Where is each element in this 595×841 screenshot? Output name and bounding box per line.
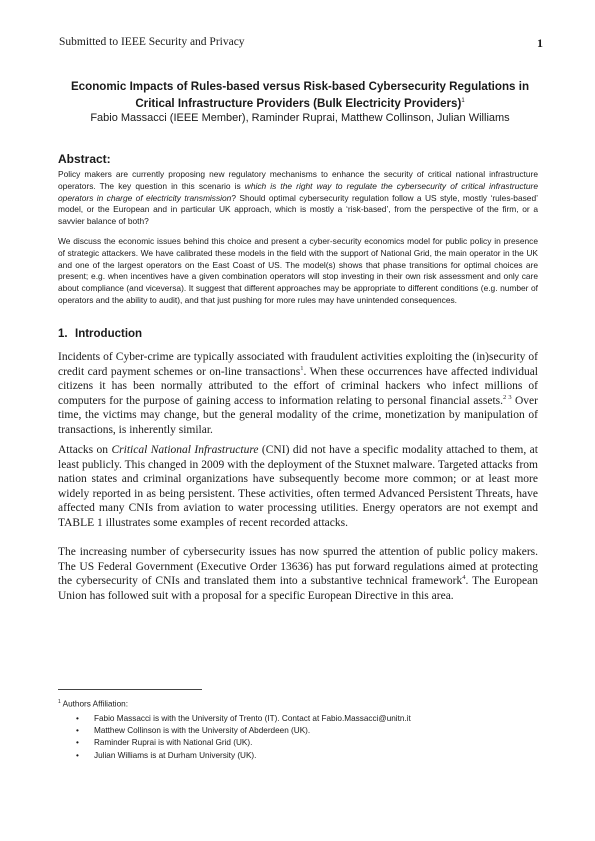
section-heading-introduction [58,328,142,340]
footnote-ref: 1 [300,364,304,372]
affiliation-list [58,713,538,762]
running-header [59,36,543,52]
running-title: Submitted to IEEE Security and Privacy [59,36,245,48]
list-item [76,713,538,725]
footnote-ref: 2 3 [503,393,512,401]
abstract-text: ? Should optimal cybersecurity regulation follow a US style, mostly ‘rules-based’ model, or the European and in particular UK approach, which is mostly a ‘risk-based’, from the perspective of the firm, or a savvier balance of both? [58,192,538,227]
paragraph-text: The increasing number of cybersecurity issues has now spurred the attention of public policy makers. The US Federal Government (Executive Order 13636) has put forward regulations aimed at protecting the cybersecurity of CNIs and translated them into a substantive technical framework [58,546,538,588]
bullet-icon: • [76,726,79,736]
intro-paragraph-3 [58,545,538,603]
footnotes [58,696,538,762]
list-item [76,725,538,737]
bullet-icon: • [76,713,79,723]
author-list: Fabio Massacci (IEEE Member), Raminder Ruprai, Matthew Collinson, Julian Williams [90,112,510,124]
emphasis-term: Critical National Infrastructure [111,444,259,456]
paragraph-text: (CNI) did not have a specific modality attached to them, at least publicly. This changed in 2009 with the deployment of the Stuxnet malware. Targeted attacks from nation states and criminal organizations have subsequently become more common; or at least more widely reported in as being persistent. These activities, often termed Advanced Persistent Threats, have affected many CNIs from aviation to water processing utilities. Energy operators are not exempt and TABLE 1 illustrates some examples of recent recorded attacks. [58,444,538,529]
paragraph-text: Attacks on [58,444,112,456]
affiliation-text: Raminder Ruprai is with National Grid (UK). [94,738,253,748]
abstract-paragraph-2: We discuss the economic issues behind this choice and present a cyber-security economics model for public policy in presence of strategic attackers. We have calibrated these models in the field with the support of National Grid, the main operator in the UK and one of the largest operators on the East Coast of US. The model(s) shows that phase transitions for optimal choices are present; e.g. when incentives have a given combination operators will stop investing in their own risk assessment and only care about compliance (and viceversa). It suggest that different approaches may be appropriate to different conditions (e.g. number of operators and the ability to audit), and that just pushing for more rules may have unintended consequences. [58,236,538,305]
footnote-mark: 1 [58,699,61,705]
intro-paragraph-2 [58,443,538,531]
section-title: Introduction [75,328,143,340]
list-item [76,737,538,749]
paragraph-text: Incidents of Cyber-crime are typically associated with fraudulent activities exploiting the (in)security of credit card payment schemes or on-line transactions [58,351,538,378]
affiliation-text: Matthew Collinson is with the University of Abderdeen (UK). [94,726,311,736]
section-number: 1. [58,328,68,340]
title-line-2: Critical Infrastructure Providers (Bulk Electricity Providers) [135,96,462,110]
abstract-text: Policy makers are currently proposing new regulatory mechanisms to enhance the security of critical national infrastructure operators. The key question in this scenario is [58,169,538,191]
affiliation-text: Fabio Massacci is with the University of Trento (IT). Contact at Fabio.Massacci@unitn.it [94,713,411,723]
footnote-divider [58,689,202,690]
list-item [76,750,538,762]
intro-paragraph-1 [58,350,538,438]
paragraph-text: . When these occurrences have affected individual citizens it has been normally attributed to the effort of criminal hackers who infect millions of computers for the purpose of gaining access to information relating to personal financial assets. [58,365,538,407]
title-line-1: Economic Impacts of Rules-based versus Risk-based Cybersecurity Regulations in [70,80,530,93]
bullet-icon: • [76,738,79,748]
abstract-heading: Abstract: [58,152,111,166]
paper-title [70,79,530,111]
page-number: 1 [537,36,543,50]
footnote-label [58,696,538,711]
footnote-label-text: Authors Affiliation: [62,699,128,709]
abstract-paragraph-1 [58,169,538,228]
bullet-icon: • [76,750,79,760]
title-footnote-mark: 1 [461,98,465,104]
paragraph-text: . The European Union has followed suit with a proposal for a specific European Directive in this area. [58,575,539,602]
abstract-research-question: which is the right way to regulate the cybersecurity of critical infrastructure operators in charge of electricity transmission [58,180,538,203]
footnote-ref: 4 [462,574,466,582]
paragraph-text: Over time, the victims may change, but the general modality of the crime, monetization by manipulation of transactions, is inherently similar. [58,394,538,436]
affiliation-text: Julian Williams is at Durham University (UK). [94,750,257,760]
